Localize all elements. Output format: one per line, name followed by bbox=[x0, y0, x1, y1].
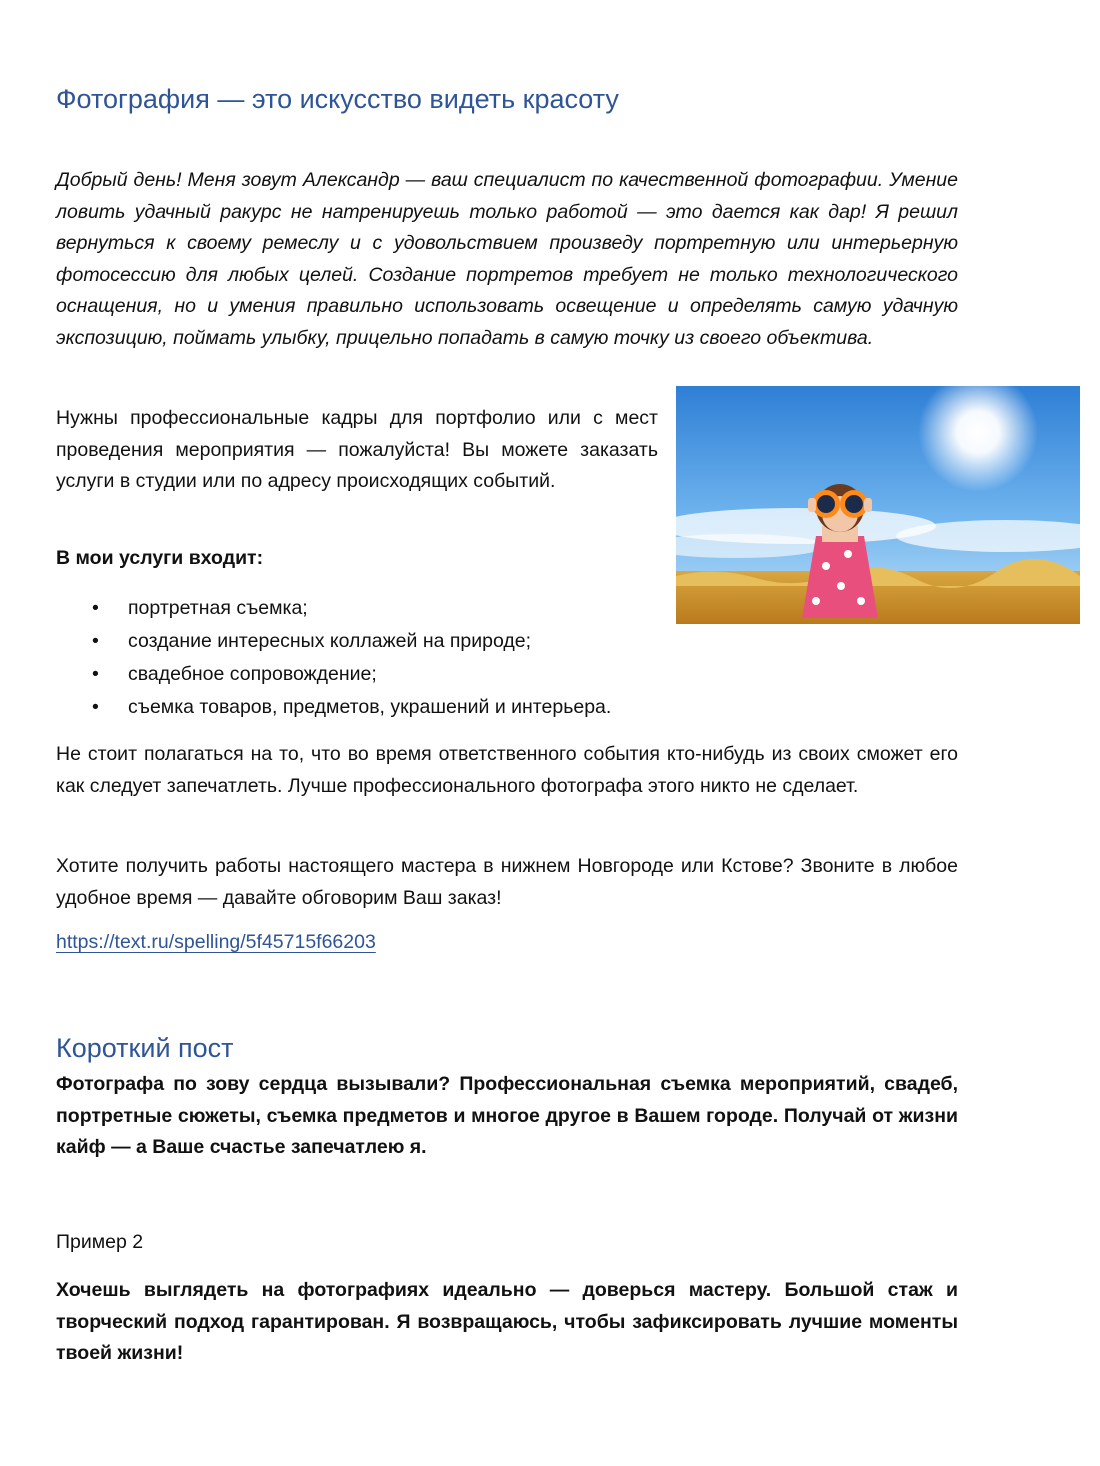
services-title: В мои услуги входит: bbox=[56, 547, 264, 569]
intro-paragraph: Добрый день! Меня зовут Александр — ваш специалист по качественной фотографии. Умение ловить удачный ракурс не натренируешь только работой — это дается как дар! Я решил вернуться к своему ремеслу и с удовольствием произведу портретную или интерьерную фотосессию для любых целей. Создание портретов требует не только технологического оснащения, но и умения правильно использовать освещение и определять самую удачную экспозицию, поймать улыбку, прицельно попадать в самую точку из своего объектива. bbox=[56, 169, 958, 349]
list-item bbox=[56, 691, 611, 724]
bullet: • bbox=[92, 630, 99, 652]
bullet: • bbox=[92, 663, 99, 685]
service-label: съемка товаров, предметов, украшений и интерьера. bbox=[128, 696, 612, 718]
service-label: свадебное сопровождение; bbox=[128, 663, 377, 685]
girl-with-sunglasses-photo bbox=[676, 386, 1080, 624]
example-2-label: Пример 2 bbox=[56, 1231, 144, 1253]
section-title-short-post: Короткий пост bbox=[56, 1033, 234, 1063]
source-link[interactable]: https://text.ru/spelling/5f45715f66203 bbox=[56, 931, 376, 953]
short-post-paragraph: Фотографа по зову сердца вызывали? Профессиональная съемка мероприятий, свадеб, портретные сюжеты, съемка предметов и многое другое в Вашем городе. Получай от жизни кайф — а Ваше счастье запечатлею я. bbox=[56, 1073, 958, 1158]
link-paragraph bbox=[56, 927, 958, 959]
list-item bbox=[56, 625, 611, 658]
need-professional-paragraph: Нужны профессиональные кадры для портфолио или с мест проведения мероприятия — пожалуйста! Вы можете заказать услуги в студии или по адресу происходящих событий. bbox=[56, 407, 658, 492]
list-item bbox=[56, 658, 611, 691]
service-label: портретная съемка; bbox=[128, 597, 308, 619]
dont-rely-paragraph: Не стоит полагаться на то, что во время ответственного события кто-нибудь из своих сможет его как следует запечатлеть. Лучше профессионального фотографа этого никто не сделает. bbox=[56, 743, 958, 797]
bullet: • bbox=[92, 696, 99, 718]
list-item bbox=[56, 592, 611, 625]
page-title: Фотография — это искусство видеть красоту bbox=[56, 84, 619, 114]
service-label: создание интересных коллажей на природе; bbox=[128, 630, 532, 652]
example-2-paragraph: Хочешь выглядеть на фотографиях идеально — доверься мастеру. Большой стаж и творческий подход гарантирован. Я возвращаюсь, чтобы зафиксировать лучшие моменты твоей жизни! bbox=[56, 1279, 958, 1364]
services-list bbox=[56, 592, 611, 724]
bullet: • bbox=[92, 597, 99, 619]
call-to-action-paragraph: Хотите получить работы настоящего мастера в нижнем Новгороде или Кстове? Звоните в любое удобное время — давайте обговорим Ваш заказ! bbox=[56, 855, 958, 909]
